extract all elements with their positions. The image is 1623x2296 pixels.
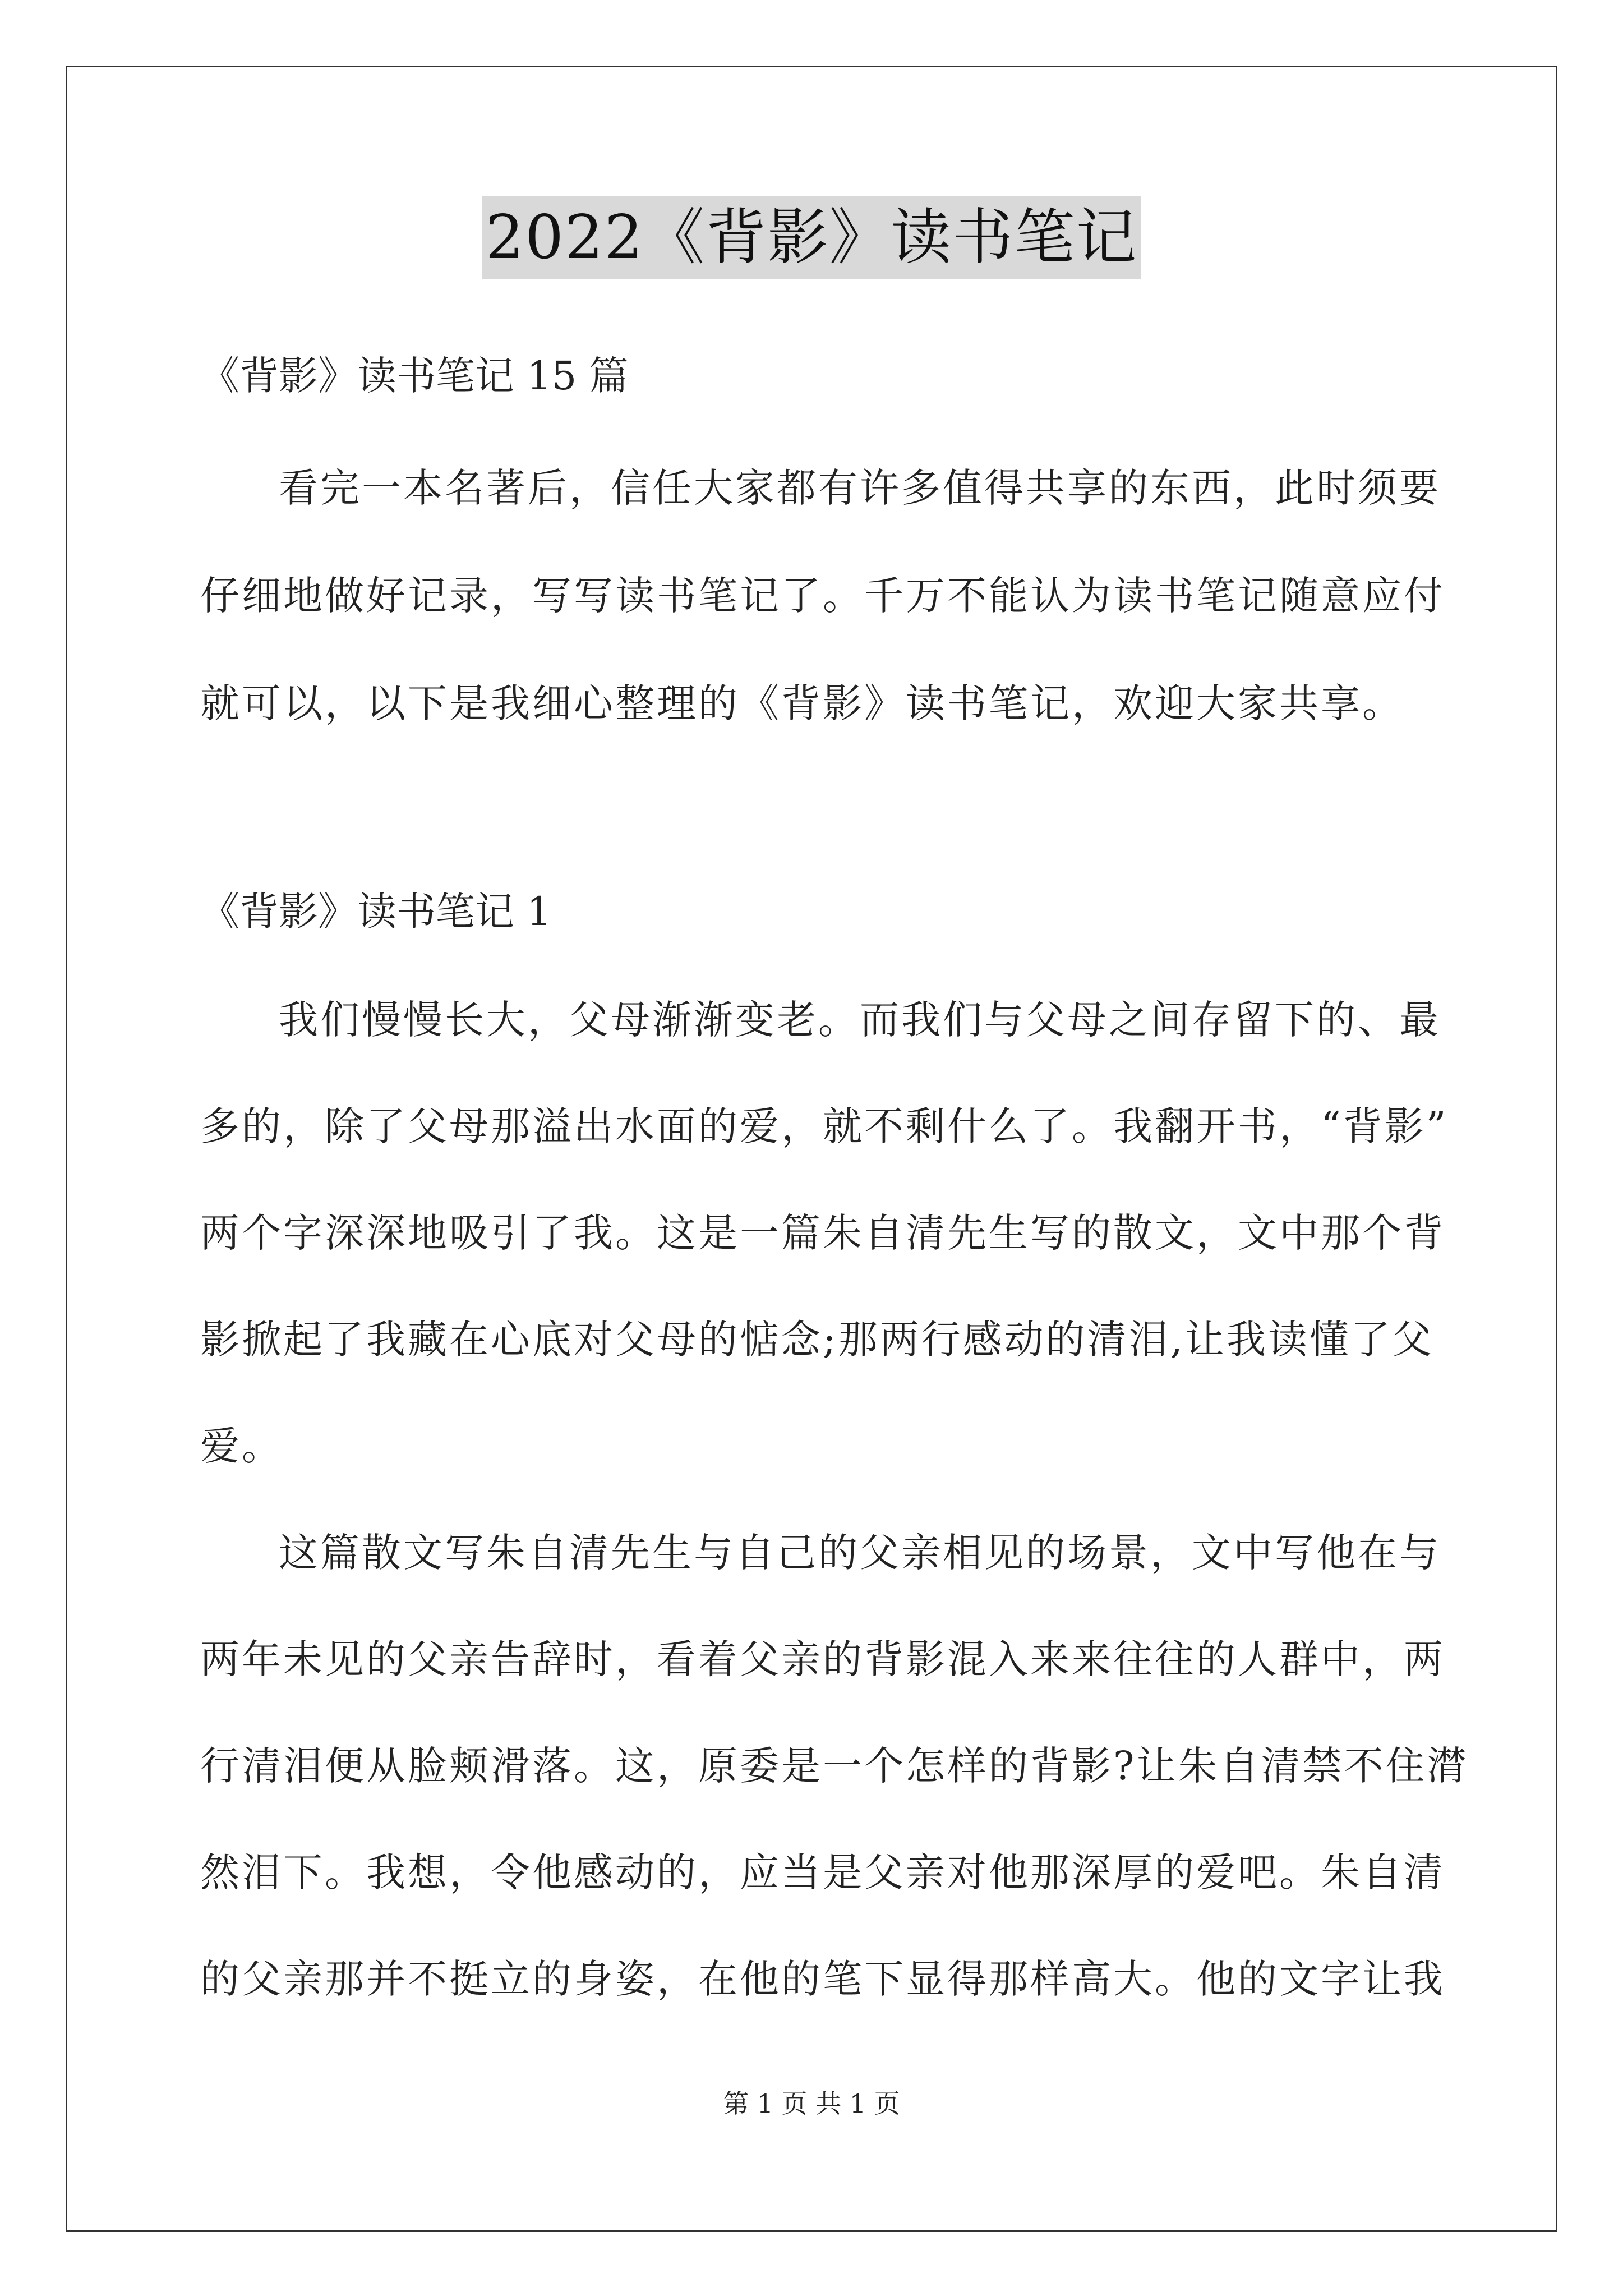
paragraph1-line: 爱。 bbox=[200, 1423, 283, 1469]
document-title: 2022《背影》读书笔记 bbox=[482, 196, 1141, 279]
intro-line: 就可以，以下是我细心整理的《背影》读书笔记，欢迎大家共享。 bbox=[200, 680, 1404, 726]
paragraph1-line: 影掀起了我藏在心底对父母的惦念;那两行感动的清泪,让我读懂了父 bbox=[200, 1317, 1434, 1363]
page-footer: 第 1 页 共 1 页 bbox=[723, 2088, 900, 2119]
paragraph2-line: 的父亲那并不挺立的身姿，在他的笔下显得那样高大。他的文字让我 bbox=[200, 1956, 1445, 2002]
section-heading: 《背影》读书笔记 1 bbox=[200, 889, 552, 935]
paragraph2-line: 行清泪便从脸颊滑落。这，原委是一个怎样的背影?让朱自清禁不住潸 bbox=[200, 1743, 1469, 1789]
intro-line: 看完一本名著后，信任大家都有许多值得共享的东西，此时须要 bbox=[279, 465, 1441, 511]
intro-line: 仔细地做好记录，写写读书笔记了。千万不能认为读书笔记随意应付 bbox=[200, 573, 1445, 619]
paragraph1-line: 两个字深深地吸引了我。这是一篇朱自清先生写的散文，文中那个背 bbox=[200, 1210, 1445, 1256]
paragraph1-line: 我们慢慢长大，父母渐渐变老。而我们与父母之间存留下的、最 bbox=[279, 997, 1441, 1043]
paragraph2-line: 然泪下。我想，令他感动的，应当是父亲对他那深厚的爱吧。朱自清 bbox=[200, 1849, 1445, 1895]
title-container bbox=[0, 196, 1623, 279]
document-subtitle: 《背影》读书笔记 15 篇 bbox=[200, 353, 629, 399]
paragraph2-line: 两年未见的父亲告辞时，看着父亲的背影混入来来往往的人群中，两 bbox=[200, 1636, 1445, 1682]
paragraph2-line: 这篇散文写朱自清先生与自己的父亲相见的场景，文中写他在与 bbox=[279, 1530, 1441, 1576]
paragraph1-line: 多的，除了父母那溢出水面的爱，就不剩什么了。我翻开书，“背影” bbox=[200, 1103, 1449, 1149]
